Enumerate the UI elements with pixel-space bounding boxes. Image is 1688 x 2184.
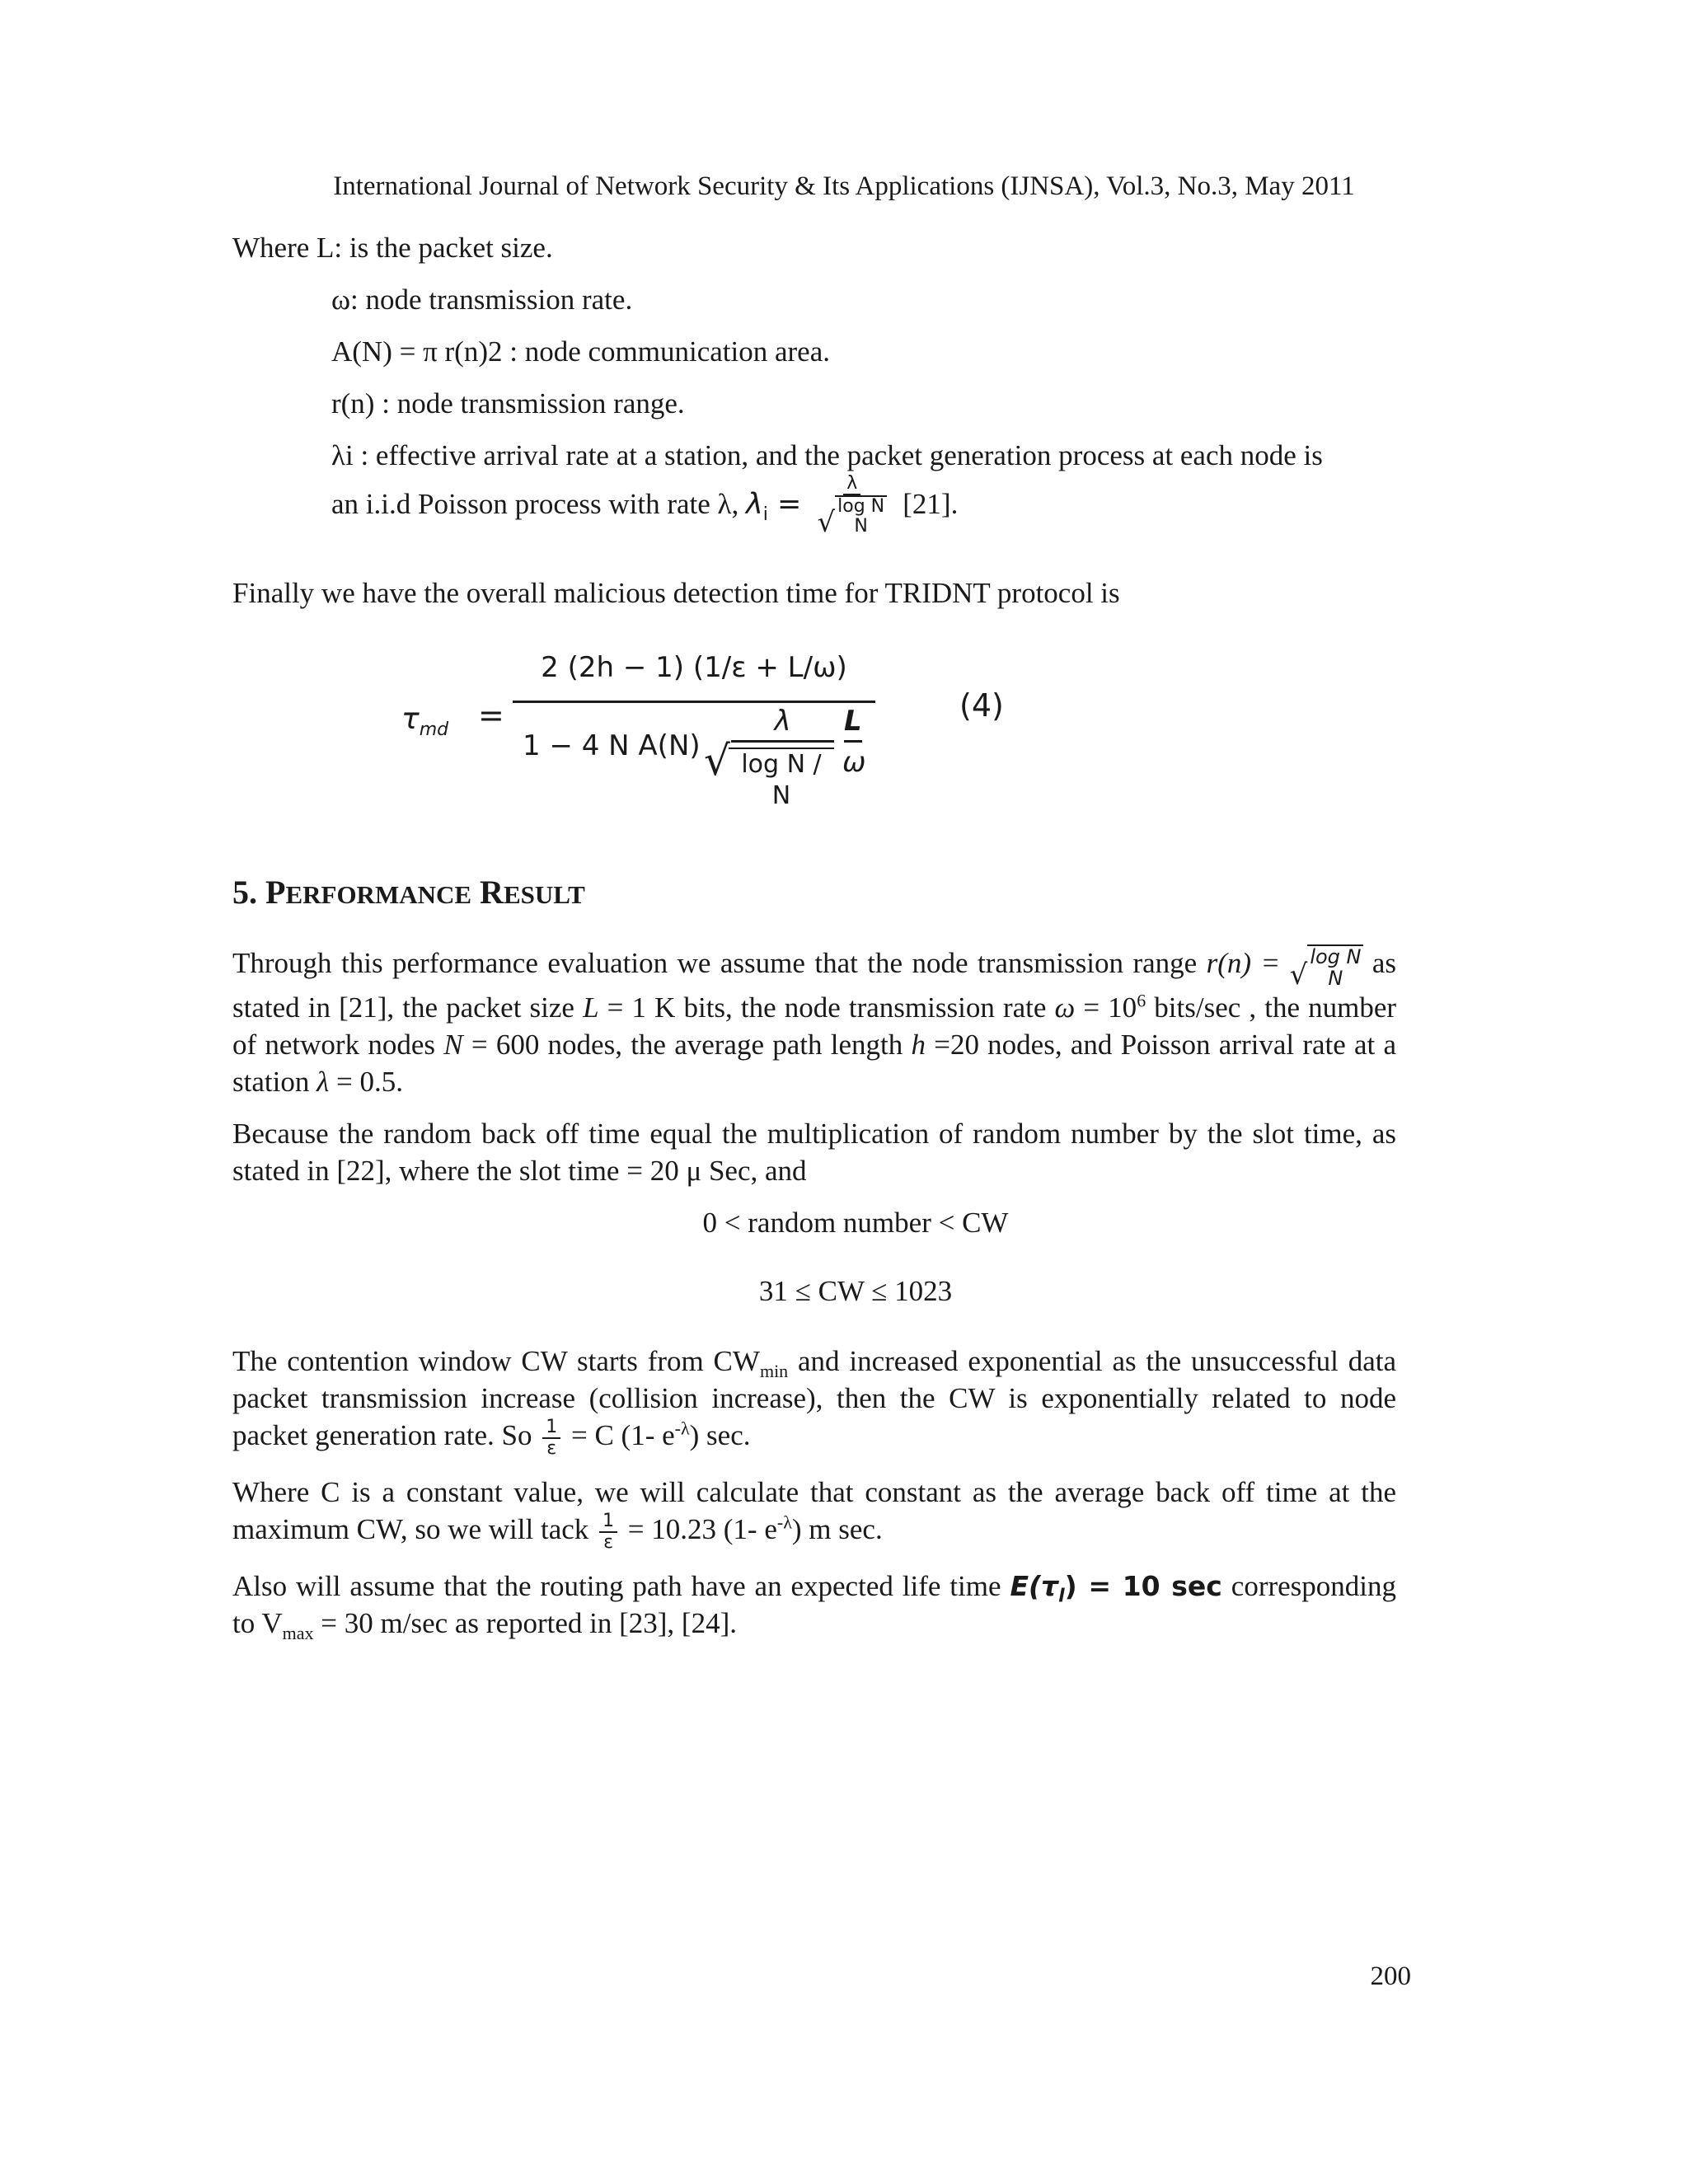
page-number: 200 bbox=[1370, 1961, 1411, 1991]
inequality-cw: 31 ≤ CW ≤ 1023 bbox=[758, 1275, 953, 1307]
equation-4 bbox=[232, 635, 1396, 824]
rn-sqrt-formula: √ log N N bbox=[1290, 954, 1372, 977]
equation-equals: = bbox=[478, 697, 504, 733]
running-header: International Journal of Network Security & Its Applications (IJNSA), Vol.3, No.3, May 2011 bbox=[333, 171, 1355, 201]
definition-lambda-line2 bbox=[232, 474, 1396, 537]
lambda-cite: [21]. bbox=[903, 488, 959, 520]
life-time-expression: $E(\tau_l) = 10$ sec bbox=[1010, 1569, 1222, 1607]
finally-text: Finally we have the overall malicious detection time for TRIDNT protocol is bbox=[232, 577, 1120, 609]
equation-lhs: $\tau_{md}$ bbox=[401, 702, 449, 741]
equation-label: (4) bbox=[959, 687, 1004, 724]
lambda-line2-text: an i.i.d Poisson process with rate λ, bbox=[331, 488, 739, 520]
definition-range: r(n) : node transmission range. bbox=[331, 387, 685, 419]
definition-lambda-line1: λi : effective arrival rate at a station, and the packet generation process at each node is bbox=[331, 439, 1323, 471]
definition-where-L: Where L: is the packet size. bbox=[232, 232, 553, 264]
paragraph-assumptions: Through this performance evaluation we assume that the node transmission range r(n) = √ log N N as stated in [21], the packet size L = 1 K bits, the node transmission rate $\omega = 10^6$ bits/sec , the number of network nodes N = 600 nodes, the average path length h =20 nodes, and Poisson arrival rate at a station λ = 0.5. bbox=[232, 945, 1397, 1098]
one-over-eps-fraction: $\frac{1}{\varepsilon}$ bbox=[542, 1418, 560, 1459]
paragraph-contention-window: The contention window CW starts from $CW_{min}$ and increased exponential as the unsuccessful data packet transmission increase (collision increase), then the CW is exponentially related to node packet generation rate. So $\frac{1}{\varepsilon}$ = C (1- $e^{-\lambda}$) sec. bbox=[232, 1345, 1396, 1459]
paragraph-life-time: Also will assume that the routing path have an expected life time $E(\tau_l) = 10$ sec corresponding to $V_{max} = 30$ m/sec as reported in [23], [24]. bbox=[232, 1569, 1397, 1643]
inequality-random-number: 0 < random number < CW bbox=[702, 1207, 1009, 1239]
paragraph-backoff: Because the random back off time equal the multiplication of random number by the slot time, as stated in [22], where the slot time = 20 μ Sec, and bbox=[232, 1118, 1396, 1187]
one-over-eps-fraction-2: $\frac{1}{\varepsilon}$ bbox=[599, 1511, 617, 1553]
definition-area: A(N) = π r(n)2 : node communication area. bbox=[331, 335, 830, 368]
section-heading: 5. PERFORMANCE RESULT bbox=[232, 874, 585, 911]
paragraph-constant: Where C is a constant value, we will calculate that constant as the average back off time at the maximum CW, so we will tack $\frac{1}{\varepsilon}$ = 10.23 (1- $e^{-\lambda}$) m sec. bbox=[232, 1475, 1396, 1553]
equation-fraction bbox=[513, 635, 875, 823]
definition-omega: ω: node transmission rate. bbox=[331, 284, 633, 316]
equation-denominator: 1 − 4 N A(N) λ √ log N / N L ω bbox=[523, 705, 866, 810]
lambda-i-formula: $\lambda_i$ = λ √ log N N bbox=[746, 488, 903, 521]
equation-sqrt-term: log N / N bbox=[729, 748, 834, 812]
equation-numerator: 2 (2h − 1) (1/ε + L/ω) bbox=[513, 635, 875, 703]
lambda-i-fraction: λ √ log N N bbox=[814, 474, 890, 537]
main-content bbox=[232, 229, 1396, 1642]
